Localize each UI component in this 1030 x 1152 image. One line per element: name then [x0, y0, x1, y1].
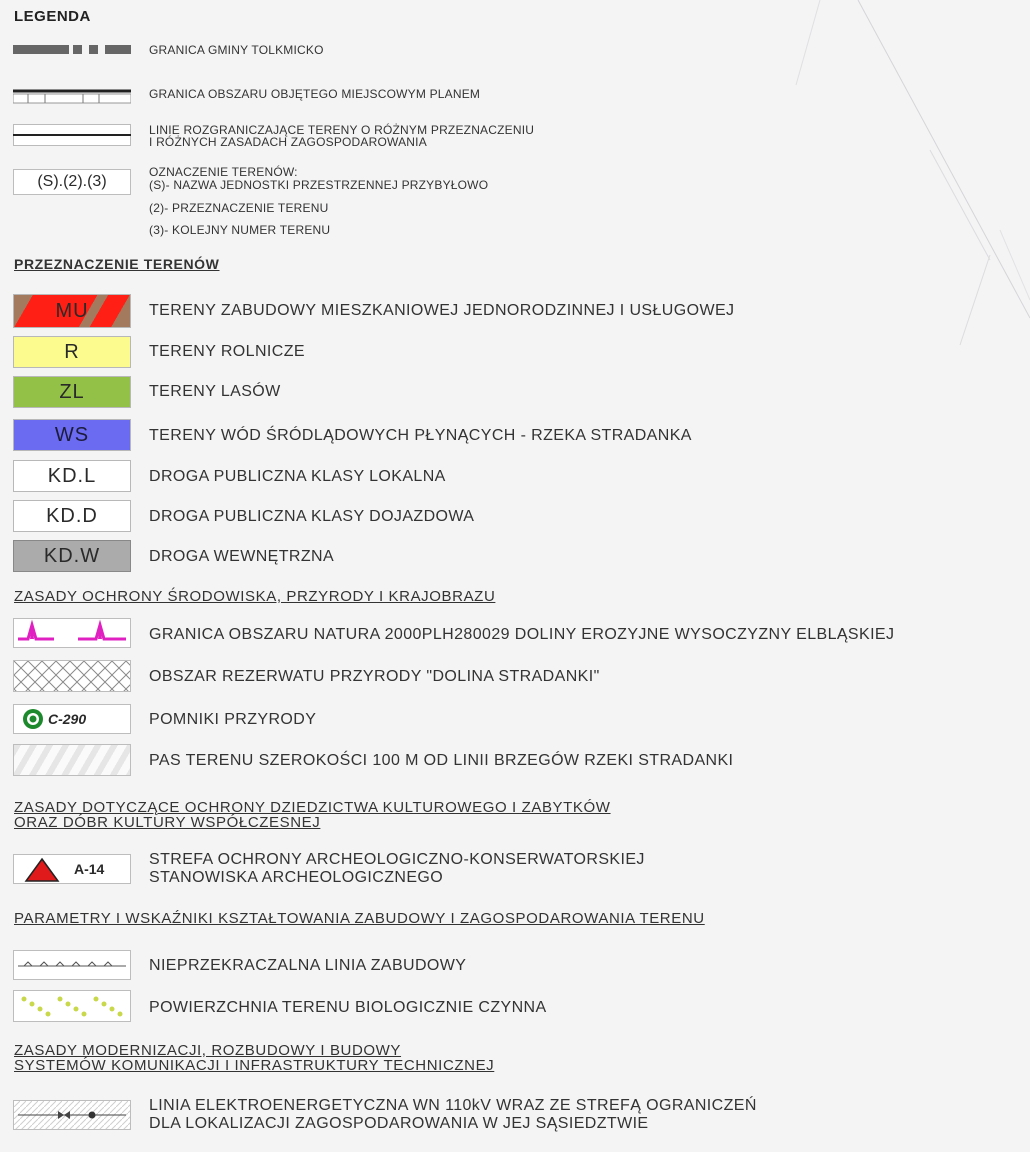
nature-monument-icon — [13, 704, 131, 734]
river-strip-icon — [13, 744, 131, 776]
land-use-swatch-ws — [13, 419, 131, 451]
section-land-use-heading: PRZEZNACZENIE TERENÓW — [14, 256, 220, 272]
parameters-label: NIEPRZEKRACZALNA LINIA ZABUDOWY — [149, 957, 467, 974]
land-use-swatch-r — [13, 336, 131, 368]
land-use-code: WS — [54, 423, 90, 446]
reserve-hatch-icon — [13, 660, 131, 692]
section-environment-heading: ZASADY OCHRONY ŚRODOWISKA, PRZYRODY I KRAJOBRAZU — [14, 588, 496, 605]
land-use-label: TERENY WÓD ŚRÓDLĄDOWYCH PŁYNĄCYCH - RZEKA STRADANKA — [149, 427, 692, 444]
gmina-boundary-symbol — [13, 42, 131, 56]
land-use-label: DROGA WEWNĘTRZNA — [149, 548, 335, 565]
land-use-swatch-kdl — [13, 460, 131, 492]
land-use-code: ZL — [59, 380, 85, 403]
section-infrastructure-heading-line2: SYSTEMÓW KOMUNIKACJI I INFRASTRUKTURY TECHNICZNEJ — [14, 1057, 495, 1074]
dividing-line-symbol — [13, 124, 131, 146]
natura-icon — [13, 618, 131, 648]
land-use-code: KD.W — [43, 544, 101, 567]
section-infrastructure-heading-line1: ZASADY MODERNIZACJI, ROZBUDOWY I BUDOWY — [14, 1042, 402, 1059]
land-use-label: TERENY ROLNICZE — [149, 343, 305, 360]
archaeology-icon — [13, 854, 131, 884]
designation-line-4: (3)- KOLEJNY NUMER TERENU — [149, 223, 331, 237]
building-line-icon — [13, 950, 131, 980]
nature-monument-code: C-290 — [48, 711, 87, 727]
infrastructure-label-line2: DLA LOKALIZACJI ZAGOSPODAROWANIA W JEJ SĄSIEDZTWIE — [149, 1115, 649, 1132]
section-parameters-heading: PARAMETRY I WSKAŹNIKI KSZTAŁTOWANIA ZABUDOWY I ZAGOSPODAROWANIA TERENU — [14, 910, 705, 927]
designation-line-1: OZNACZENIE TERENÓW: — [149, 165, 298, 179]
bio-active-icon — [13, 990, 131, 1022]
land-use-swatch-kdw — [13, 540, 131, 572]
nature-monument-circle-icon — [14, 705, 48, 733]
land-use-code: MU — [55, 299, 89, 322]
environment-label: OBSZAR REZERWATU PRZYRODY "DOLINA STRADANKI" — [149, 668, 600, 685]
infrastructure-label-line1: LINIA ELEKTROENERGETYCZNA WN 110kV WRAZ ZE STREFĄ OGRANICZEŃ — [149, 1097, 757, 1114]
land-use-code: KD.L — [47, 464, 97, 487]
land-use-swatch-kdd — [13, 500, 131, 532]
parameters-label: POWIERZCHNIA TERENU BIOLOGICZNIE CZYNNA — [149, 999, 547, 1016]
legend-label-line2: I RÓŻNYCH ZASADACH ZAGOSPODAROWANIA — [149, 135, 427, 149]
environment-label: POMNIKI PRZYRODY — [149, 711, 317, 728]
land-use-label: DROGA PUBLICZNA KLASY DOJAZDOWA — [149, 508, 475, 525]
designation-code: (S).(2).(3) — [13, 169, 131, 195]
land-use-label: TERENY ZABUDOWY MIESZKANIOWEJ JEDNORODZINNEJ I USŁUGOWEJ — [149, 302, 735, 319]
power-line-icon — [13, 1100, 131, 1130]
designation-line-2: (S)- NAZWA JEDNOSTKI PRZESTRZENNEJ PRZYBYŁOWO — [149, 178, 489, 192]
land-use-swatch-zl — [13, 376, 131, 408]
legend-label: GRANICA OBSZARU OBJĘTEGO MIEJSCOWYM PLANEM — [149, 87, 481, 101]
land-use-swatch-mu — [13, 294, 131, 328]
environment-label: PAS TERENU SZEROKOŚCI 100 M OD LINII BRZEGÓW RZEKI STRADANKI — [149, 752, 734, 769]
heritage-label-line1: STREFA OCHRONY ARCHEOLOGICZNO-KONSERWATORSKIEJ — [149, 851, 645, 868]
environment-label: GRANICA OBSZARU NATURA 2000PLH280029 DOLINY EROZYJNE WYSOCZYZNY ELBLĄSKIEJ — [149, 626, 895, 643]
land-use-code: R — [64, 340, 80, 363]
legend-label-line1: LINIE ROZGRANICZAJĄCE TERENY O RÓŻNYM PRZEZNACZENIU — [149, 123, 535, 137]
archaeology-triangle-icon — [14, 855, 74, 883]
plan-boundary-symbol — [13, 82, 131, 106]
archaeology-code: A-14 — [74, 861, 105, 877]
designation-line-3: (2)- PRZEZNACZENIE TERENU — [149, 201, 329, 215]
land-use-label: TERENY LASÓW — [149, 383, 281, 400]
section-heritage-heading-line2: ORAZ DÓBR KULTURY WSPÓŁCZESNEJ — [14, 814, 321, 831]
legend-title: LEGENDA — [14, 8, 91, 25]
heritage-label-line2: STANOWISKA ARCHEOLOGICZNEGO — [149, 869, 444, 886]
land-use-label: DROGA PUBLICZNA KLASY LOKALNA — [149, 468, 446, 485]
legend-label: GRANICA GMINY TOLKMICKO — [149, 43, 324, 57]
section-heritage-heading-line1: ZASADY DOTYCZĄCE OCHRONY DZIEDZICTWA KULTUROWEGO I ZABYTKÓW — [14, 799, 611, 816]
land-use-code: KD.D — [46, 504, 98, 527]
